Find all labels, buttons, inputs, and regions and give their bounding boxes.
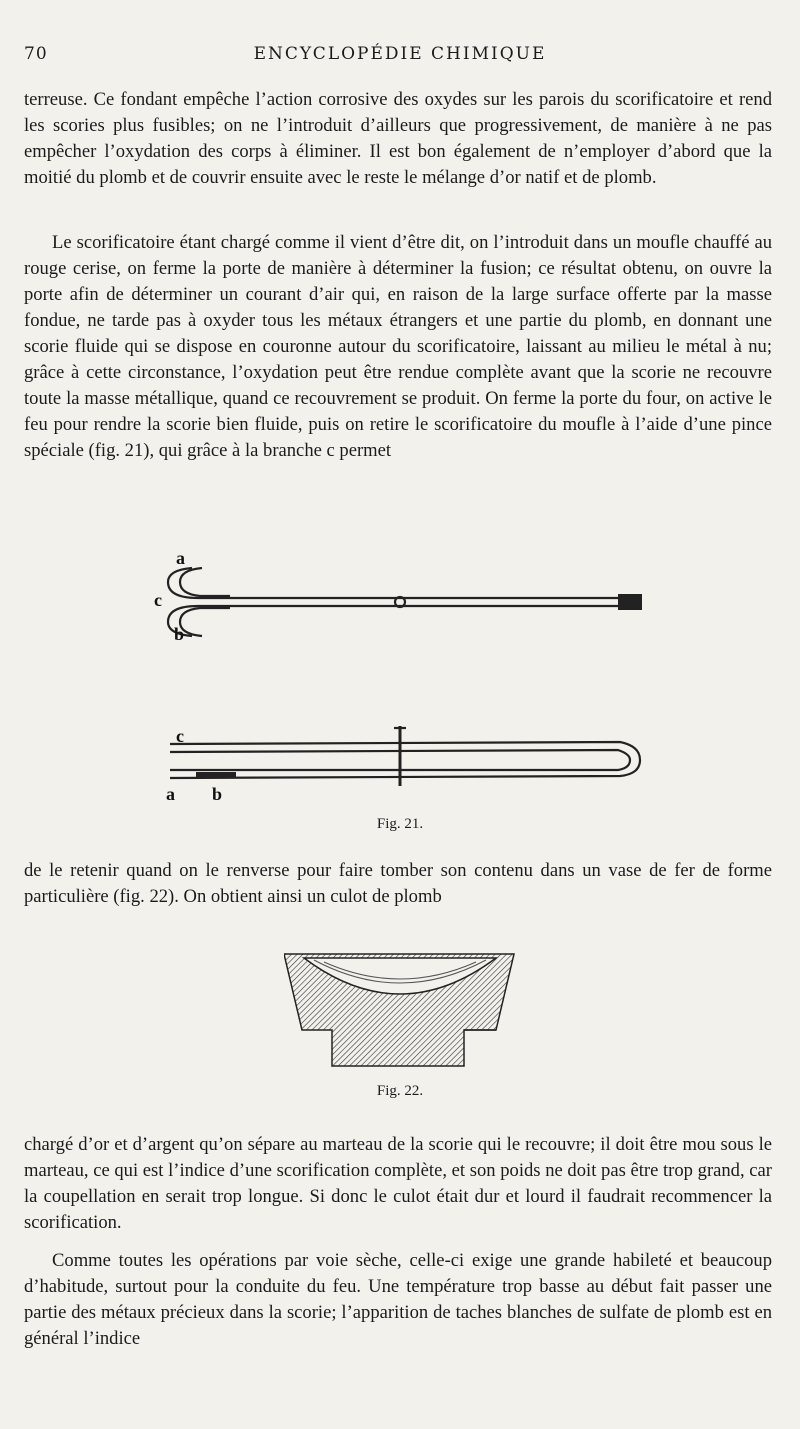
- fig21-label-b-top: b: [174, 624, 185, 644]
- fig21-label-a-top: a: [176, 548, 185, 568]
- figure-22-mould: [284, 950, 516, 1070]
- figure-22-caption: Fig. 22.: [376, 1083, 424, 1099]
- fig21-label-c-top: c: [154, 590, 162, 610]
- paragraph-5: Comme toutes les opérations par voie sèche, celle-ci exige une grande habileté et beaucoup d’habitude, surtout pour la conduite du feu. Une température trop basse au début fait passer une partie des métaux précieux dans la scorie; l’apparition de taches blanches de sulfate de plomb est en général l’indice: [24, 1250, 772, 1349]
- paragraph-2: Le scorificatoire étant chargé comme il vient d’être dit, on l’introduit dans un moufle chauffé au rouge cerise, on ferme la porte de manière à déterminer la fusion; ce résultat obtenu, on ouvre la porte afin de déterminer un courant d’air qui, en raison de la large surface offerte par la masse fondue, ne tarde pas à oxyder tous les métaux étrangers et une partie du plomb, en donnant une scorie fluide qui se dispose en couronne autour du scorificatoire, laissant au milieu le métal à nu; grâce à cette circonstance, l’oxydation peut être rendue complète avant que la scorie ne recouvre toute la masse métallique, quand ce recouvrement se produit. On ferme la porte du four, on active le feu pour rendre la scorie bien fluide, puis on retire le scorificatoire du moufle à l’aide d’une pince spéciale (fig. 21), qui grâce à la branche c permet: [24, 232, 772, 461]
- figure-21-tongs: [140, 548, 660, 808]
- figure-21-caption: Fig. 21.: [376, 816, 424, 832]
- paragraph-1: terreuse. Ce fondant empêche l’action corrosive des oxydes sur les parois du scorificatoire et rend les scories plus fusibles; on ne l’introduit d’ailleurs que progressivement, de manière à ne pas empêcher l’oxydation des corps à éliminer. Il est bon également de n’employer d’abord que la moitié du plomb et de couvrir ensuite avec le reste le mélange d’or natif et de plomb.: [24, 89, 772, 188]
- fig21-label-a-bottom: a: [166, 784, 175, 804]
- paragraph-3: de le retenir quand on le renverse pour faire tomber son contenu dans un vase de fer de forme particulière (fig. 22). On obtient ainsi un culot de plomb: [24, 860, 772, 907]
- page-number: 70: [24, 44, 48, 64]
- fig21-label-b-bottom: b: [212, 784, 223, 804]
- fig21-label-c-bottom: c: [176, 726, 184, 746]
- page-header: [24, 44, 776, 72]
- running-title: ENCYCLOPÉDIE CHIMIQUE: [253, 44, 547, 64]
- paragraph-4: chargé d’or et d’argent qu’on sépare au marteau de la scorie qui le recouvre; il doit être mou sous le marteau, ce qui est l’indice d’une scorification complète, et son poids ne doit pas être trop grand, car la coupellation en serait trop longue. Si donc le culot était dur et lourd il faudrait recommencer la scorification.: [24, 1134, 772, 1233]
